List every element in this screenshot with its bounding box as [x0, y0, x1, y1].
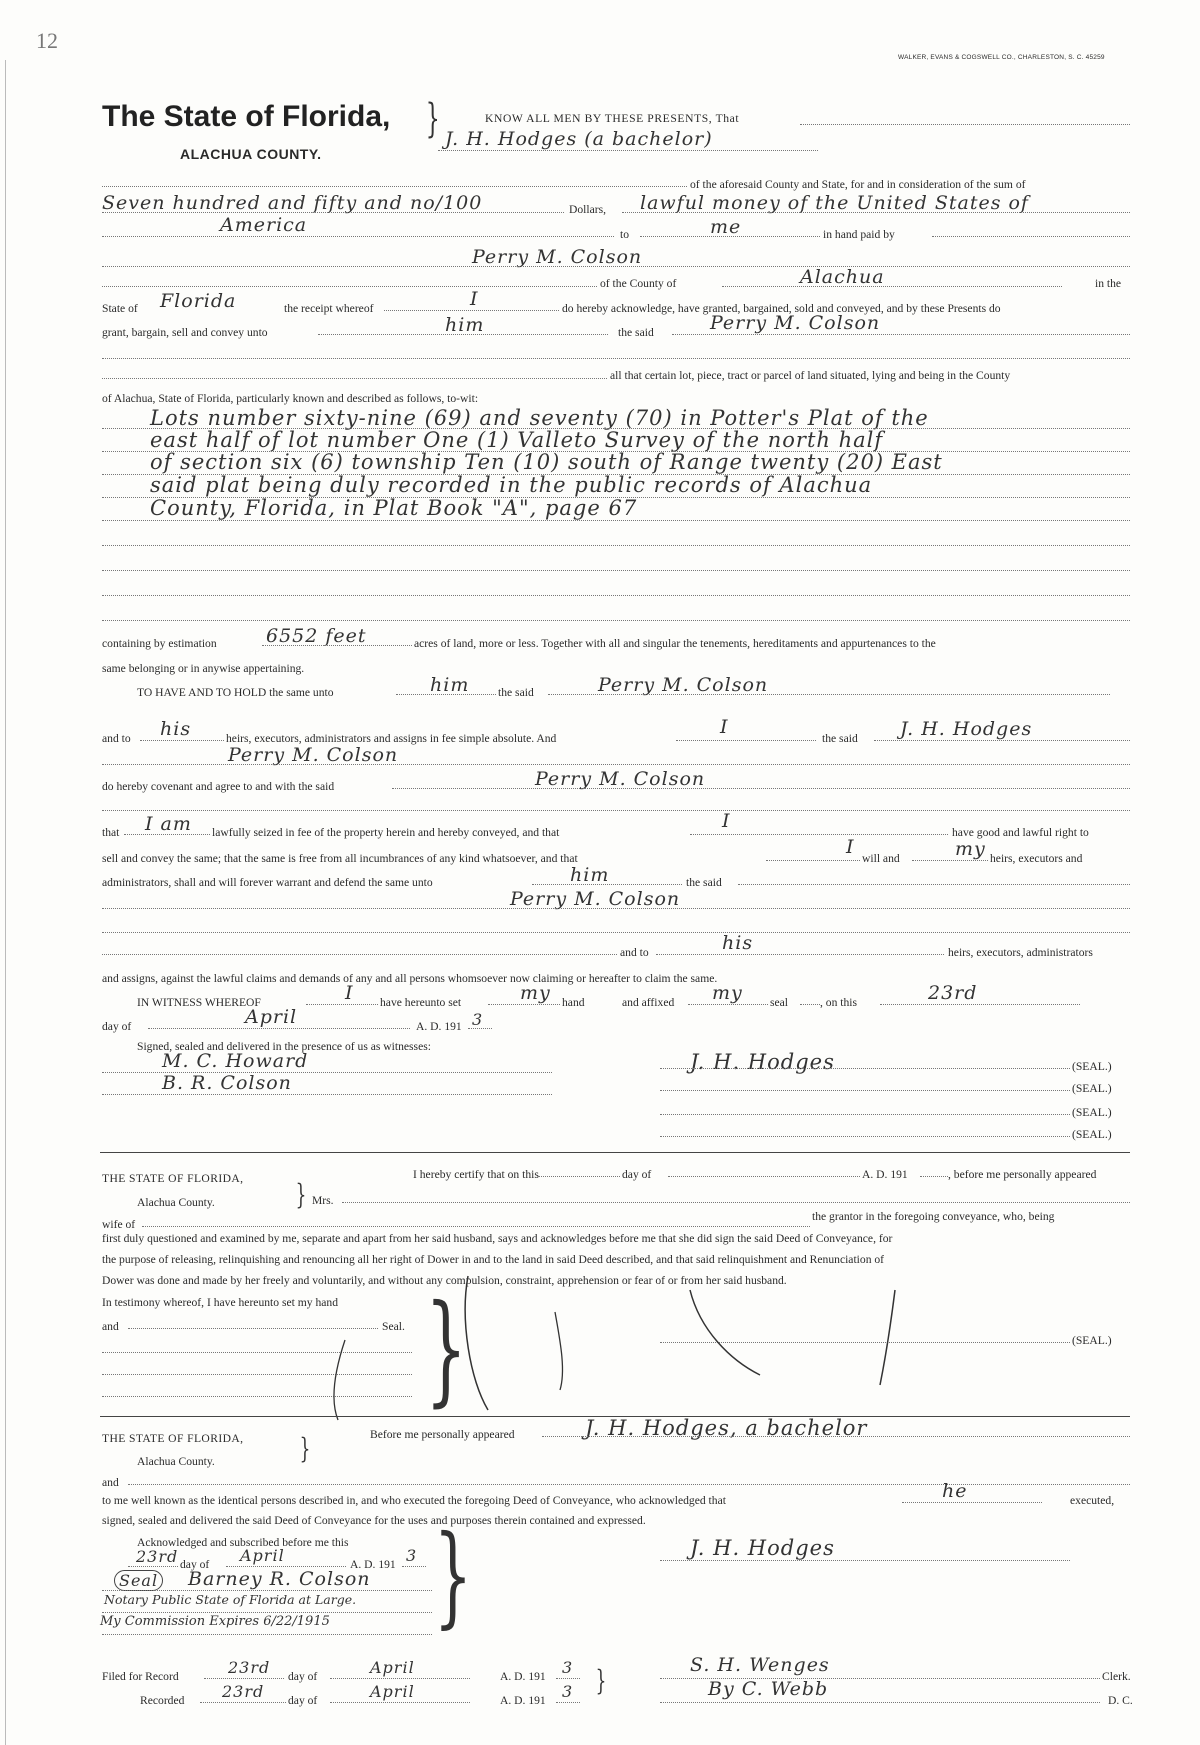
heirs-exec-text: heirs, executors and — [990, 852, 1083, 865]
ack-brace: } — [299, 1432, 311, 1465]
testimony-brace: } — [425, 1280, 468, 1419]
aforesaid-text: of the aforesaid County and State, for and in consideration of the sum of — [690, 178, 1026, 191]
that-text: that — [102, 826, 120, 839]
hw-day-num: 23rd — [928, 982, 978, 1004]
hw-witness-affixed: my — [712, 982, 743, 1004]
seal-2: (SEAL.) — [1072, 1082, 1112, 1095]
seal-1: (SEAL.) — [1072, 1060, 1112, 1073]
signed-sealed-text: signed, sealed and delivered the said Deed of Conveyance for the uses and purposes therein contained and expressed. — [102, 1514, 646, 1527]
in-the-text: in the — [1095, 277, 1122, 290]
hw-grantor: J. H. Hodges (a bachelor) — [445, 128, 713, 150]
hw-heirs-to: his — [160, 718, 192, 740]
before-me-text: , before me personally appeared — [948, 1168, 1097, 1181]
state-title: The State of Florida, — [102, 100, 391, 133]
sell-text: sell and convey the same; that the same is free from all incumbrances of any kind whatsoever, and that — [102, 852, 578, 865]
heirs-said-text: the said — [822, 732, 858, 745]
day-of2-text: day of — [622, 1168, 652, 1181]
seal-on-text: seal — [770, 996, 789, 1009]
ad4-text: A. D. 191 — [500, 1670, 546, 1683]
recorded-text: Recorded — [140, 1694, 185, 1707]
ack-seal-brace: } — [433, 1511, 473, 1639]
hw-and-to-his: his — [722, 932, 754, 954]
hw-state: Florida — [160, 290, 237, 312]
filed-text: Filed for Record — [102, 1670, 179, 1683]
hw-county: Alachua — [800, 266, 885, 288]
hw-ack-year: 3 — [406, 1546, 418, 1565]
hw-ack-appeared: J. H. Hodges, a bachelor — [585, 1416, 868, 1440]
dower-brace: } — [295, 1178, 307, 1211]
hereunto-text: have hereunto set — [380, 996, 462, 1009]
hw-dc: By C. Webb — [708, 1678, 829, 1700]
defend-said-text: the said — [686, 876, 722, 889]
testimony-text: In testimony whereof, I have hereunto set my hand — [102, 1296, 338, 1309]
hw-desc-4: said plat being duly recorded in the public records of Alachua — [150, 473, 873, 497]
day-of-text: day of — [102, 1020, 132, 1033]
hw-year-digit: 3 — [472, 1010, 484, 1029]
hw-will-i: I — [846, 836, 855, 858]
hw-and-i: I — [720, 716, 729, 738]
hw-witness2: B. R. Colson — [162, 1072, 292, 1094]
ack-and-text: and — [102, 1476, 119, 1489]
acknowledge-text: do hereby acknowledge, have granted, bargained, sold and conveyed, and by these Presents do — [562, 302, 1001, 315]
habendum-said-text: the said — [498, 686, 534, 699]
dower-county: Alachua County. — [137, 1196, 215, 1209]
admins-text: administrators, shall and will forever warrant and defend the same unto — [102, 876, 433, 889]
hw-filed-year: 3 — [562, 1658, 574, 1677]
and-to2-text: and to — [620, 946, 649, 959]
hw-witness-i: I — [345, 982, 354, 1004]
dower-text-1: first duly questioned and examined by me, separate and apart from her said husband, says and acknowledges before me that she did sign the said Deed of Conveyance, for — [102, 1232, 893, 1245]
page-number: 12 — [36, 28, 58, 53]
dower-state: THE STATE OF FLORIDA, — [102, 1172, 244, 1185]
ad2-text: A. D. 191 — [862, 1168, 908, 1181]
hw-unto: him — [445, 314, 485, 336]
hw-ack-notary-title: Notary Public State of Florida at Large. — [104, 1592, 357, 1607]
hw-ack-day: 23rd — [136, 1547, 179, 1566]
heirs-text: heirs, executors, administrators and assigns in fee simple absolute. And — [226, 732, 557, 745]
hw-ack-month: April — [240, 1546, 285, 1565]
hw-receipt: I — [470, 288, 479, 310]
hw-paid-by: Perry M. Colson — [472, 246, 643, 268]
of-county-text: of the County of — [600, 277, 677, 290]
hw-desc-2: east half of lot number One (1) Valleto Survey of the north half — [150, 428, 884, 452]
to-have-text: TO HAVE AND TO HOLD the same unto — [137, 686, 334, 699]
dower-text-2: the purpose of releasing, relinquishing and renouncing all her right of Dower in and to the land in said Deed described, and that said relinquishment and Renunciation of — [102, 1253, 885, 1266]
dc-text: D. C. — [1108, 1694, 1133, 1707]
hw-ack-commission: My Commission Expires 6/22/1915 — [100, 1614, 330, 1629]
seal-4: (SEAL.) — [1072, 1128, 1112, 1141]
belonging-text: same belonging or in anywise appertaining. — [102, 662, 305, 675]
hw-rec-month: April — [370, 1682, 415, 1701]
before-appeared-text: Before me personally appeared — [370, 1428, 515, 1441]
ad3-text: A. D. 191 — [350, 1558, 396, 1571]
mrs-text: Mrs. — [312, 1194, 334, 1207]
assigns-text: and assigns, against the lawful claims and demands of any and all persons whomsoever now claiming or hereafter to claim the same. — [102, 972, 718, 985]
alachua-text: of Alachua, State of Florida, particularly known and described as follows, to-wit: — [102, 392, 479, 405]
day-of3-text: day of — [180, 1558, 210, 1571]
hw-that-i-am: I am — [145, 813, 192, 835]
hw-america: America — [220, 214, 308, 236]
will-and-text: will and — [862, 852, 900, 865]
covenant-text: do hereby covenant and agree to and with the said — [102, 780, 335, 793]
and-to-text: and to — [102, 732, 131, 745]
signed-text: Signed, sealed and delivered in the presence of us as witnesses: — [137, 1040, 431, 1053]
state-of-text: State of — [102, 302, 138, 315]
hw-desc-5: County, Florida, in Plat Book "A", page 67 — [150, 496, 638, 520]
county-title: ALACHUA COUNTY. — [180, 146, 322, 162]
ack-state: THE STATE OF FLORIDA, — [102, 1432, 244, 1445]
ack-county: Alachua County. — [137, 1455, 215, 1468]
hw-witness1: M. C. Howard — [162, 1050, 309, 1072]
hw-defend-said: Perry M. Colson — [510, 888, 681, 910]
hw-rec-year: 3 — [562, 1682, 574, 1701]
executed-text: executed, — [1070, 1494, 1115, 1507]
seal-dower: (SEAL.) — [1072, 1334, 1112, 1347]
hw-ack-notary: Barney R. Colson — [188, 1568, 371, 1590]
hw-ack-seal: Seal — [114, 1570, 163, 1591]
intro-text: KNOW ALL MEN BY THESE PRESENTS, That — [485, 112, 740, 125]
seal-word-text: Seal. — [382, 1320, 405, 1333]
printer-imprint: WALKER, EVANS & COGSWELL CO., CHARLESTON, S. C. 45259 — [898, 54, 1105, 61]
situated-text: all that certain lot, piece, tract or parcel of land situated, lying and being in the County — [610, 369, 1011, 382]
dower-text-3: Dower was done and made by her freely and voluntarily, and without any compulsion, constraint, apprehension or fear of or from her said husband. — [102, 1274, 787, 1287]
hw-that-i: I — [722, 810, 731, 832]
receipt-text: the receipt whereof — [284, 302, 374, 315]
good-right-text: have good and lawful right to — [952, 826, 1089, 839]
seized-text: lawfully seized in fee of the property herein and hereby conveyed, and that — [212, 826, 560, 839]
hw-clerk: S. H. Wenges — [690, 1654, 830, 1676]
hw-desc-1: Lots number sixty-nine (69) and seventy (70) in Potter's Plat of the — [150, 406, 929, 430]
acres-text: acres of land, more or less. Together with all and singular the tenements, hereditaments and appurtenances to the — [414, 637, 936, 650]
hand-text: hand — [562, 996, 585, 1009]
hw-ack-he: he — [942, 1480, 968, 1502]
day-of4-text: day of — [288, 1670, 318, 1683]
containing-text: containing by estimation — [102, 637, 217, 650]
certify-text: I hereby certify that on this — [413, 1168, 539, 1181]
hand-paid-text: in hand paid by — [823, 228, 895, 241]
hw-filed-month: April — [370, 1658, 415, 1677]
hw-ack-signature: J. H. Hodges — [690, 1536, 835, 1560]
hw-sum: Seven hundred and fifty and no/100 — [102, 192, 483, 214]
dollars-text: Dollars, — [569, 203, 607, 216]
hw-habendum-unto: him — [430, 674, 470, 696]
witness-text: IN WITNESS WHEREOF — [137, 996, 261, 1009]
ad-text: A. D. 191 — [416, 1020, 462, 1033]
hw-estimation: 6552 feet — [266, 625, 367, 647]
heirs-exec-admin-text: heirs, executors, administrators — [948, 946, 1093, 959]
seal-3: (SEAL.) — [1072, 1106, 1112, 1119]
hw-defend-unto: him — [570, 864, 610, 886]
hw-desc-3: of section six (6) township Ten (10) south of Range twenty (20) East — [150, 450, 943, 474]
ad5-text: A. D. 191 — [500, 1694, 546, 1707]
hw-filed-day: 23rd — [228, 1658, 271, 1677]
clerk-text: Clerk. — [1102, 1670, 1131, 1683]
acknowledged-text: Acknowledged and subscribed before me this — [137, 1536, 349, 1549]
the-said-text: the said — [618, 326, 654, 339]
hw-perry-line: Perry M. Colson — [228, 744, 399, 766]
on-this-text: , on this — [820, 996, 858, 1009]
hw-said-hodges: J. H. Hodges — [900, 718, 1033, 740]
well-known-text: to me well known as the identical persons described in, and who executed the foregoing Deed of Conveyance, who acknowledged that — [102, 1494, 726, 1507]
grantor-foregoing-text: the grantor in the foregoing conveyance, who, being — [812, 1210, 1055, 1223]
affixed-text: and affixed — [622, 996, 675, 1009]
hw-month: April — [245, 1006, 298, 1028]
hw-habendum-said: Perry M. Colson — [598, 674, 769, 696]
wife-of-text: wife of — [102, 1218, 136, 1231]
filing-brace: } — [595, 1664, 607, 1697]
testimony-and-text: and — [102, 1320, 119, 1333]
header-brace: } — [425, 96, 440, 142]
hw-witness-set: my — [520, 982, 551, 1004]
grant-text: grant, bargain, sell and convey unto — [102, 326, 268, 339]
hw-signature: J. H. Hodges — [690, 1050, 835, 1074]
hw-to: me — [710, 216, 742, 238]
day-of5-text: day of — [288, 1694, 318, 1707]
hw-and-my: my — [955, 838, 986, 860]
hw-covenant-with: Perry M. Colson — [535, 768, 706, 790]
to-text: to — [620, 228, 630, 241]
hw-said-grantee: Perry M. Colson — [710, 312, 881, 334]
hw-money: lawful money of the United States of — [640, 192, 1029, 214]
hw-rec-day: 23rd — [222, 1682, 265, 1701]
